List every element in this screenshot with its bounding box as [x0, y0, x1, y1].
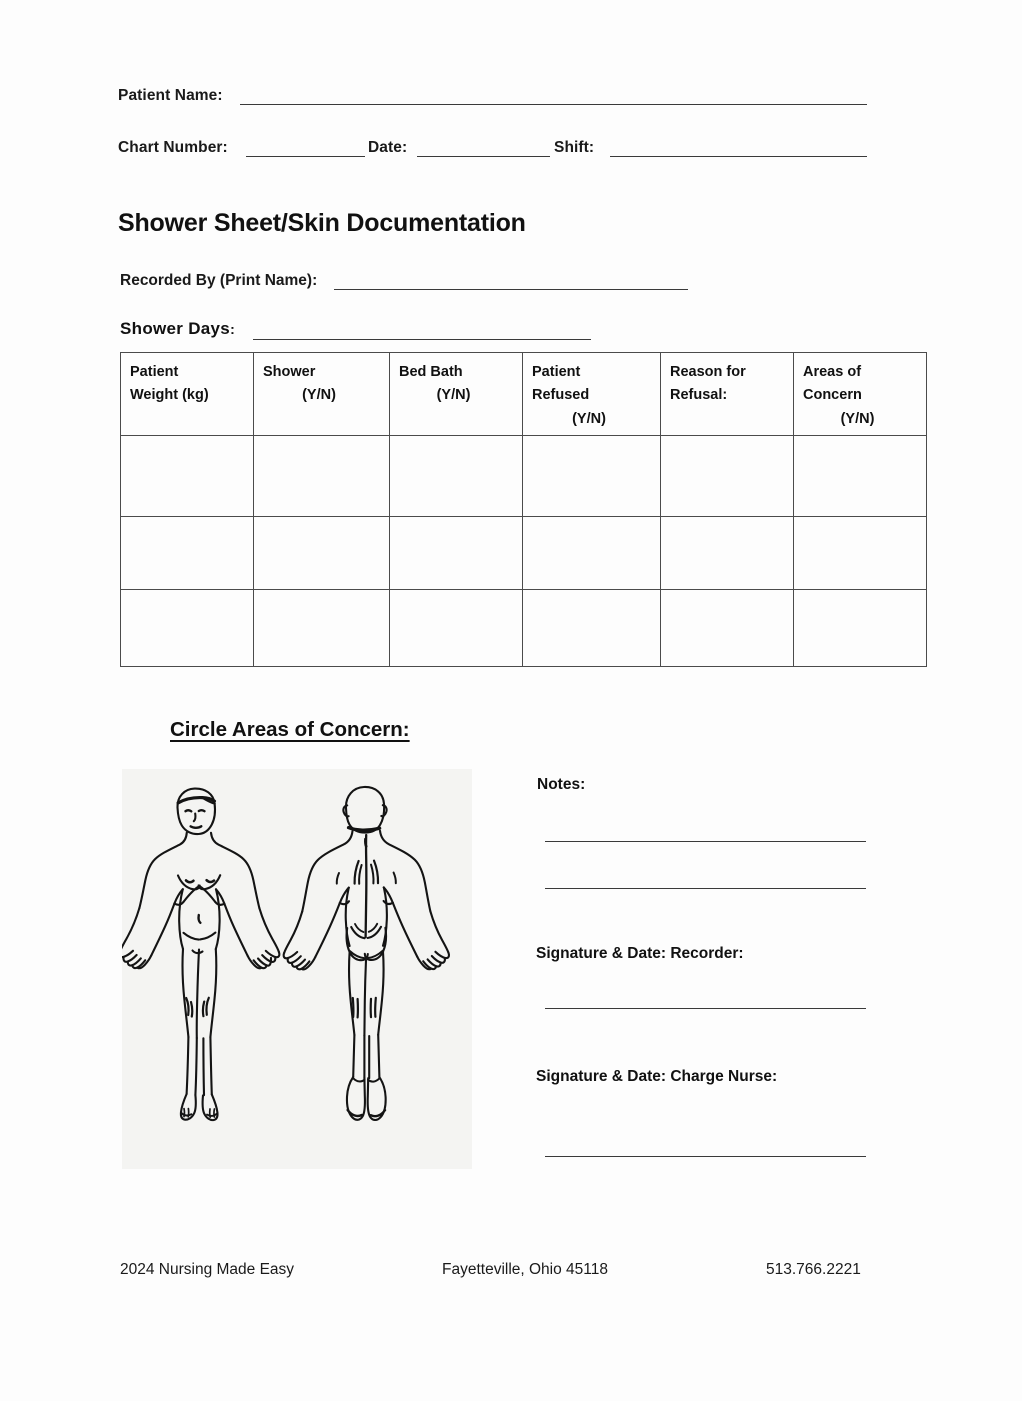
header-line-2: Refused [532, 387, 590, 404]
column-header-areas-of-concern [794, 353, 927, 436]
cell-reason-for-refusal[interactable] [661, 436, 794, 517]
notes-line-1[interactable] [545, 841, 866, 842]
patient-name-input-line[interactable] [240, 104, 867, 105]
table-row [121, 436, 927, 517]
table-row [121, 517, 927, 590]
shower-days-input-line[interactable] [253, 339, 591, 340]
header-line-2: (Y/N) [436, 387, 471, 404]
shower-days-colon: : [230, 321, 236, 337]
cell-shower[interactable] [254, 436, 390, 517]
chart-number-label: Chart Number: [118, 139, 228, 156]
cell-reason-for-refusal[interactable] [661, 517, 794, 590]
footer-phone: 513.766.2221 [766, 1261, 861, 1278]
shower-documentation-table [120, 352, 927, 667]
cell-patient-weight[interactable] [121, 436, 254, 517]
header-line-1: Patient [130, 364, 179, 380]
body-diagram-panel[interactable] [122, 769, 472, 1169]
cell-patient-weight[interactable] [121, 590, 254, 667]
cell-patient-weight[interactable] [121, 517, 254, 590]
shift-label: Shift: [554, 139, 595, 156]
table-header-row [121, 353, 927, 436]
cell-areas-of-concern[interactable] [794, 436, 927, 517]
anterior-body-figure [122, 789, 279, 1121]
column-header-shower [254, 353, 390, 436]
signature-charge-nurse-line[interactable] [545, 1156, 866, 1157]
header-line-2: (Y/N) [302, 387, 336, 404]
footer-copyright: 2024 Nursing Made Easy [120, 1261, 295, 1278]
cell-bed-bath[interactable] [390, 517, 523, 590]
header-line-2: Refusal: [670, 387, 728, 404]
posterior-body-figure [284, 787, 449, 1120]
header-line-1: Reason for [670, 364, 746, 380]
cell-patient-refused[interactable] [523, 436, 661, 517]
cell-patient-refused[interactable] [523, 517, 661, 590]
signature-recorder-line[interactable] [545, 1008, 866, 1009]
cell-bed-bath[interactable] [390, 436, 523, 517]
header-line-1: Areas of [803, 364, 862, 380]
header-line-1: Patient [532, 364, 581, 380]
chart-number-input-line[interactable] [246, 156, 365, 157]
shift-input-line[interactable] [610, 156, 867, 157]
circle-areas-of-concern-heading: Circle Areas of Concern: [170, 718, 410, 741]
shower-days-text: Shower Days [120, 319, 231, 338]
cell-bed-bath[interactable] [390, 590, 523, 667]
cell-shower[interactable] [254, 517, 390, 590]
signature-charge-nurse-label: Signature & Date: Charge Nurse: [536, 1068, 778, 1085]
header-line-1: Shower [263, 364, 316, 380]
patient-name-label: Patient Name: [118, 87, 223, 104]
header-line-3: (Y/N) [840, 410, 875, 427]
cell-shower[interactable] [254, 590, 390, 667]
date-label: Date: [368, 139, 408, 156]
date-input-line[interactable] [417, 156, 550, 157]
header-line-2: Weight (kg) [130, 387, 209, 404]
cell-reason-for-refusal[interactable] [661, 590, 794, 667]
column-header-bed-bath [390, 353, 523, 436]
header-line-3: (Y/N) [572, 410, 606, 427]
table-row [121, 590, 927, 667]
footer-address: Fayetteville, Ohio 45118 [442, 1261, 609, 1278]
signature-recorder-label: Signature & Date: Recorder: [536, 945, 744, 962]
column-header-reason-for-refusal [661, 353, 794, 436]
column-header-patient-refused [523, 353, 661, 436]
cell-areas-of-concern[interactable] [794, 590, 927, 667]
shower-days-label [120, 319, 235, 339]
cell-patient-refused[interactable] [523, 590, 661, 667]
notes-line-2[interactable] [545, 888, 866, 889]
recorded-by-label: Recorded By (Print Name): [120, 272, 318, 289]
header-line-1: Bed Bath [399, 364, 463, 380]
notes-label: Notes: [537, 776, 586, 793]
header-line-2: Concern [803, 387, 862, 404]
cell-areas-of-concern[interactable] [794, 517, 927, 590]
recorded-by-input-line[interactable] [334, 289, 688, 290]
column-header-patient-weight [121, 353, 254, 436]
page-title: Shower Sheet/Skin Documentation [118, 209, 526, 237]
